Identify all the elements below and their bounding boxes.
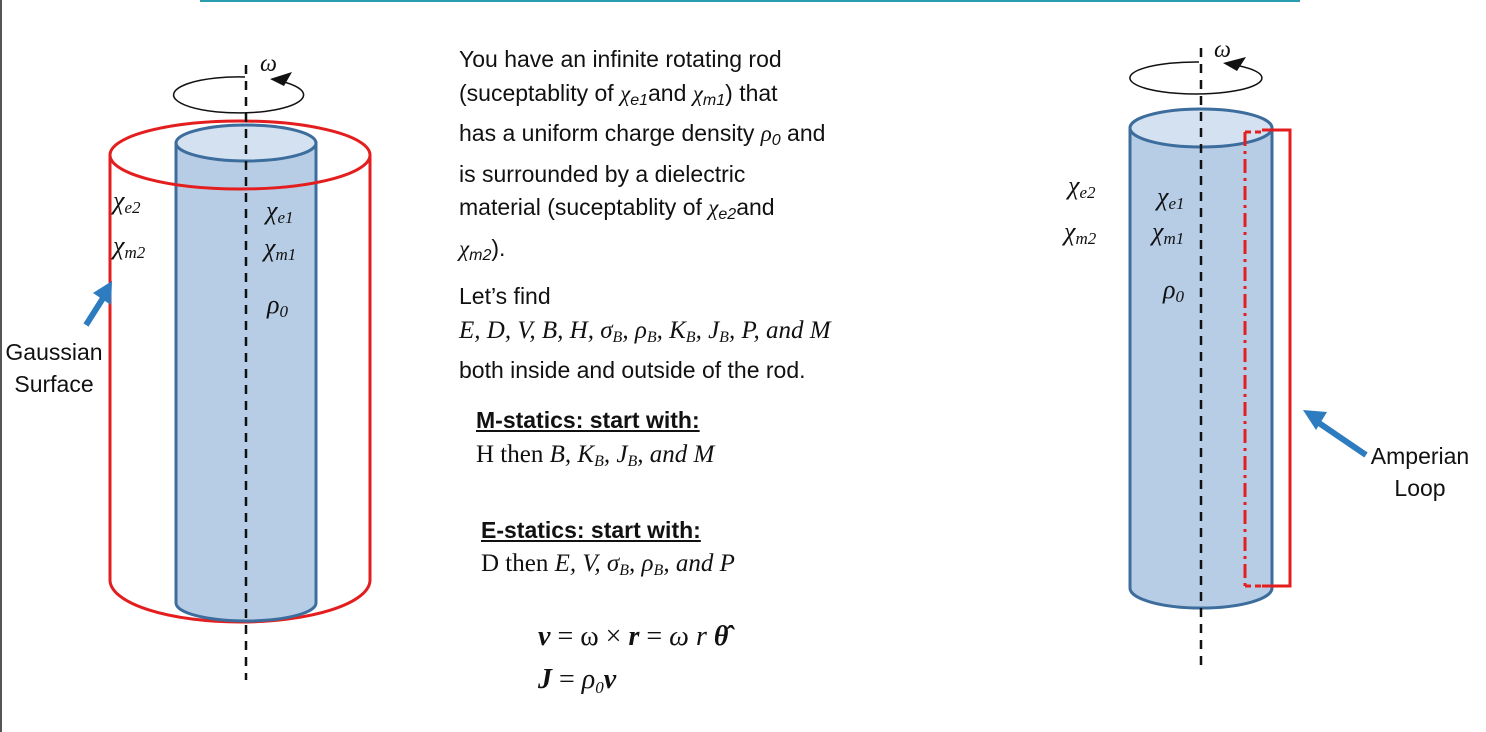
amperian-loop-label: Amperian Loop bbox=[1370, 443, 1470, 501]
left-figure bbox=[86, 65, 370, 680]
right-figure bbox=[1130, 48, 1366, 665]
chi-e2-label: $\chi_{e2}$ bbox=[113, 186, 141, 217]
chi-m2-label-right: $\chi_{m2}$ bbox=[1064, 217, 1097, 248]
gaussian-pointer-arrow bbox=[86, 295, 105, 325]
amperian-pointer-arrow bbox=[1316, 421, 1366, 455]
find-quantities: E, D, V, B, H, $\sigma_B$, $\rho_B$, $K_B$, $J_B$, P, and M bbox=[459, 316, 831, 346]
omega-label-right: ω bbox=[1214, 37, 1231, 63]
chi-m1-label: $\chi_{m1}$ bbox=[264, 233, 297, 264]
description-line-4: is surrounded by a dielectric bbox=[459, 160, 746, 187]
description-line-3: has a uniform charge density $\rho_0$ and bbox=[459, 120, 826, 149]
estatics-heading: E-statics: start with: bbox=[481, 517, 701, 543]
chi-e1-label: $\chi_{e1}$ bbox=[266, 196, 294, 227]
mstatics-sequence: H then B, $K_B$, $J_B$, and M bbox=[476, 441, 715, 470]
mstatics-heading: M-statics: start with: bbox=[476, 407, 700, 433]
find-scope: both inside and outside of the rod. bbox=[459, 357, 806, 383]
estatics-sequence: D then E, V, $\sigma_B$, $\rho_B$, and P bbox=[481, 550, 735, 579]
current-density-equation: $J = \rho_0v$ bbox=[538, 664, 617, 697]
chi-m1-label-right: $\chi_{m1}$ bbox=[1152, 217, 1185, 248]
omega-label: ω bbox=[260, 51, 277, 77]
problem-description bbox=[459, 43, 825, 272]
find-list bbox=[459, 280, 831, 388]
find-intro: Let’s find bbox=[459, 283, 551, 309]
rho-label: $\rho_0$ bbox=[267, 290, 288, 321]
description-line-5: material (suceptablity of $\chi_{e2}and$ bbox=[459, 194, 775, 223]
description-line-2: (suceptablity of $\chi_{e1}and$ $\chi_{m1}$) that bbox=[459, 79, 778, 109]
chi-e2-label-right: $\chi_{e2}$ bbox=[1068, 171, 1096, 202]
description-line-1: You have an infinite rotating rod bbox=[459, 46, 782, 72]
rotation-arrow-right bbox=[1130, 62, 1262, 94]
chi-m2-label: $\chi_{m2}$ bbox=[113, 231, 146, 262]
description-line-6: $\chi_{m2}$). bbox=[459, 234, 506, 264]
velocity-equation: v = ω × r = ω r θ̂ bbox=[538, 621, 729, 652]
rho-label-right: $\rho_0$ bbox=[1163, 275, 1184, 306]
gaussian-surface-label: Gaussian Surface bbox=[5, 339, 103, 397]
chi-e1-label-right: $\chi_{e1}$ bbox=[1157, 182, 1185, 213]
